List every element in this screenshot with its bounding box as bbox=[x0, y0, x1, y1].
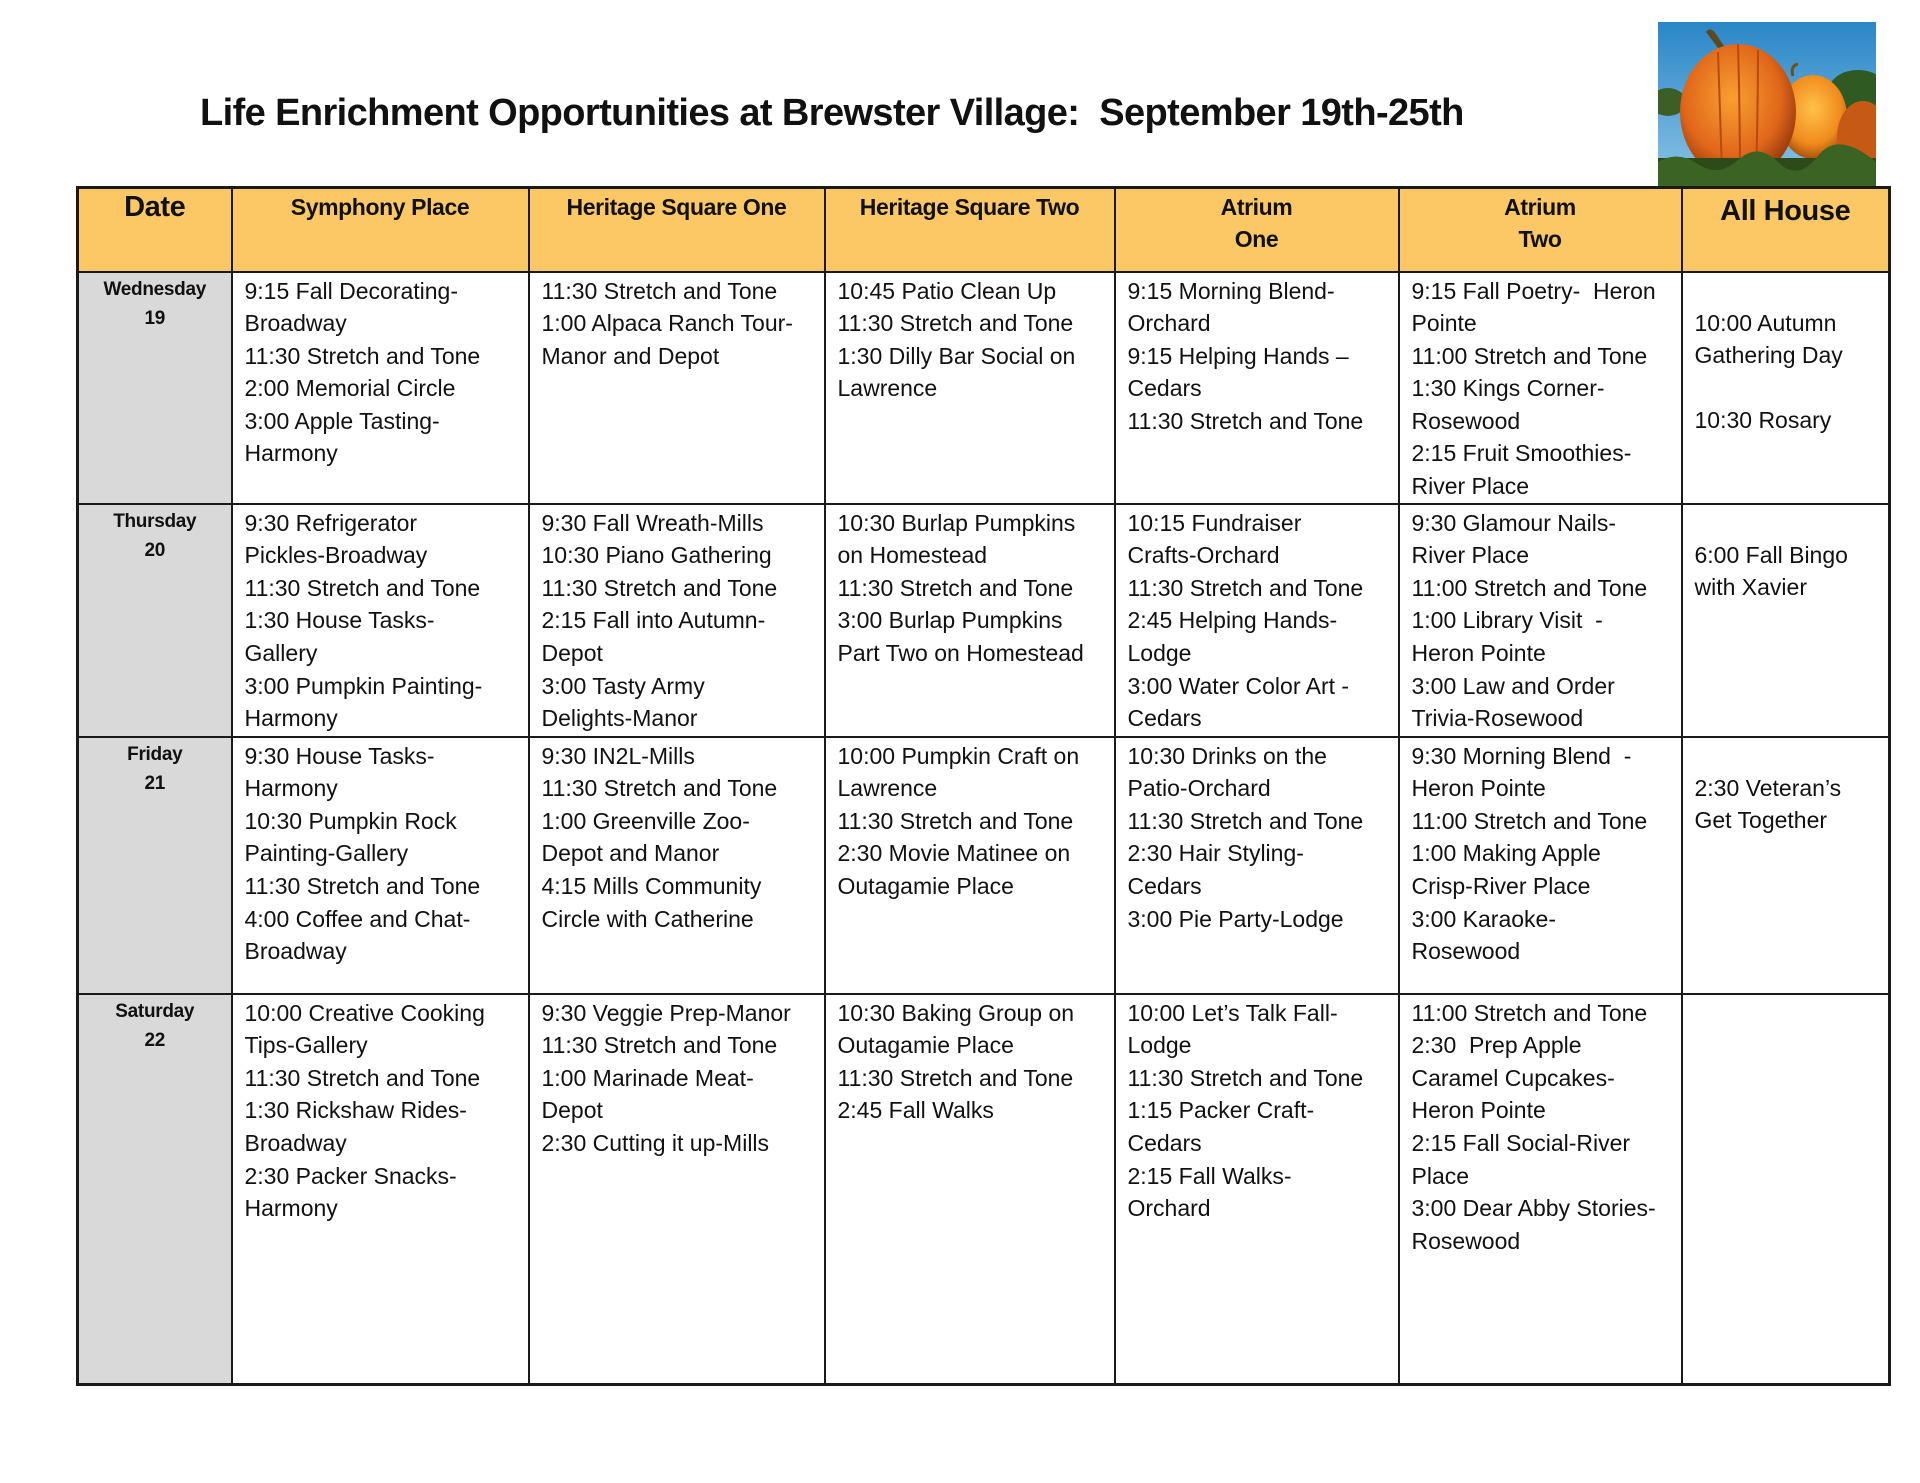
activity-line: on Homestead bbox=[837, 542, 988, 569]
activity-line: 1:30 House Tasks- bbox=[244, 607, 435, 634]
activity-line: 6:00 Fall Bingo bbox=[1694, 541, 1848, 568]
activity-line: Pointe bbox=[1411, 310, 1477, 337]
activity-line: Rosewood bbox=[1411, 407, 1521, 434]
activity-line: Heron Pointe bbox=[1411, 1097, 1546, 1124]
activity-line: 2:45 Helping Hands- bbox=[1127, 607, 1338, 634]
day-name: Wednesday bbox=[103, 278, 207, 300]
activity-line: 10:30 Burlap Pumpkins bbox=[837, 509, 1076, 536]
activity-line: 11:30 Stretch and Tone bbox=[541, 574, 778, 601]
table-row bbox=[78, 272, 1890, 504]
activity-line: Manor and Depot bbox=[541, 342, 720, 369]
activity-line: Caramel Cupcakes- bbox=[1411, 1064, 1615, 1091]
schedule-body bbox=[78, 272, 1890, 1385]
activity-line: 9:30 Veggie Prep-Manor bbox=[541, 999, 791, 1026]
activity-line: with Xavier bbox=[1694, 574, 1807, 601]
activity-line: Outagamie Place bbox=[837, 1032, 1014, 1059]
activity-line: Harmony bbox=[244, 1195, 338, 1222]
symphony-place-cell bbox=[232, 272, 529, 504]
column-header-atrium-two bbox=[1399, 188, 1682, 272]
activity-line: Pickles-Broadway bbox=[244, 542, 428, 569]
activity-line: 1:30 Dilly Bar Social on bbox=[837, 342, 1076, 369]
activity-line: Harmony bbox=[244, 440, 338, 467]
activity-line: Depot and Manor bbox=[541, 840, 720, 867]
heritage-square-one-cell bbox=[529, 272, 825, 504]
activity-line: Trivia-Rosewood bbox=[1411, 705, 1584, 732]
activity-line: 9:30 IN2L-Mills bbox=[541, 742, 695, 769]
activity-line: Circle with Catherine bbox=[541, 905, 754, 932]
activity-line: 9:15 Fall Decorating- bbox=[244, 277, 458, 304]
activity-line: Broadway bbox=[244, 1130, 347, 1157]
activity-line: 2:30 Veteran’s bbox=[1694, 774, 1842, 801]
activity-line: 3:00 Law and Order bbox=[1411, 672, 1615, 699]
atrium-one-cell bbox=[1115, 737, 1399, 994]
day-name: Friday bbox=[127, 743, 183, 765]
activity-line: 4:15 Mills Community bbox=[541, 873, 762, 900]
all-house-cell bbox=[1682, 737, 1890, 994]
activity-line: Painting-Gallery bbox=[244, 840, 409, 867]
atrium-one-cell bbox=[1115, 272, 1399, 504]
activity-line: 3:00 Burlap Pumpkins bbox=[837, 607, 1063, 634]
activity-line: Cedars bbox=[1127, 705, 1202, 732]
atrium-two-cell bbox=[1399, 504, 1682, 737]
day-number: 20 bbox=[144, 539, 166, 561]
activity-line: Heron Pointe bbox=[1411, 640, 1546, 667]
activity-line: 4:00 Coffee and Chat- bbox=[244, 905, 471, 932]
atrium-two-cell bbox=[1399, 994, 1682, 1385]
day-name: Thursday bbox=[113, 510, 197, 532]
activity-line: 3:00 Water Color Art - bbox=[1127, 672, 1350, 699]
activity-line: 11:30 Stretch and Tone bbox=[244, 1064, 481, 1091]
activity-line: Gallery bbox=[244, 640, 318, 667]
activity-line: Orchard bbox=[1127, 1195, 1211, 1222]
activity-line: 11:00 Stretch and Tone bbox=[1411, 342, 1648, 369]
activity-line: 1:15 Packer Craft- bbox=[1127, 1097, 1315, 1124]
activity-line: Rosewood bbox=[1411, 1227, 1521, 1254]
activity-line: Tips-Gallery bbox=[244, 1032, 368, 1059]
activity-line: 10:00 Creative Cooking bbox=[244, 999, 485, 1026]
activity-line: 10:00 Autumn bbox=[1694, 309, 1837, 336]
pumpkin-photo-icon bbox=[1658, 22, 1876, 186]
activity-line: Harmony bbox=[244, 705, 338, 732]
activity-line: 2:30 Cutting it up-Mills bbox=[541, 1130, 770, 1157]
activity-line: 9:15 Helping Hands – bbox=[1127, 342, 1349, 369]
activity-line: 2:30 Packer Snacks- bbox=[244, 1162, 457, 1189]
activity-line: 10:30 Rosary bbox=[1694, 407, 1832, 434]
activity-line: 10:30 Baking Group on bbox=[837, 999, 1075, 1026]
table-row bbox=[78, 737, 1890, 994]
activity-line: 11:30 Stretch and Tone bbox=[837, 1064, 1074, 1091]
activity-line: 3:00 Tasty Army bbox=[541, 672, 705, 699]
activity-line: 2:00 Memorial Circle bbox=[244, 375, 456, 402]
atrium-two-line1: Atrium bbox=[1504, 194, 1576, 220]
heritage-square-two-cell bbox=[825, 272, 1115, 504]
activity-line: 2:15 Fruit Smoothies- bbox=[1411, 440, 1632, 467]
activity-line: 10:30 Drinks on the bbox=[1127, 742, 1327, 769]
activity-line: Get Together bbox=[1694, 807, 1828, 834]
symphony-place-cell bbox=[232, 994, 529, 1385]
activity-line: 10:30 Pumpkin Rock bbox=[244, 807, 457, 834]
all-house-cell bbox=[1682, 994, 1890, 1385]
symphony-place-cell bbox=[232, 737, 529, 994]
activity-line: 1:00 Library Visit - bbox=[1411, 607, 1603, 634]
activity-line: Lawrence bbox=[837, 375, 938, 402]
activity-line: 9:30 Fall Wreath-Mills bbox=[541, 509, 764, 536]
day-cell bbox=[78, 994, 232, 1385]
activity-line: 3:00 Apple Tasting- bbox=[244, 407, 440, 434]
activity-line: 3:00 Karaoke- bbox=[1411, 905, 1556, 932]
atrium-two-cell bbox=[1399, 272, 1682, 504]
atrium-two-cell bbox=[1399, 737, 1682, 994]
activity-line: 2:30 Hair Styling- bbox=[1127, 840, 1304, 867]
activity-line: Broadway bbox=[244, 310, 347, 337]
activity-line: 3:00 Dear Abby Stories- bbox=[1411, 1195, 1656, 1222]
activity-line: 9:15 Fall Poetry- Heron bbox=[1411, 277, 1656, 304]
all-house-cell bbox=[1682, 272, 1890, 504]
day-name: Saturday bbox=[115, 1000, 195, 1022]
activity-line: Lodge bbox=[1127, 640, 1192, 667]
activity-line: Depot bbox=[541, 640, 603, 667]
activity-line: 1:30 Rickshaw Rides- bbox=[244, 1097, 467, 1124]
activity-line: 11:00 Stretch and Tone bbox=[1411, 807, 1648, 834]
activity-line: 2:15 Fall Walks- bbox=[1127, 1162, 1292, 1189]
activity-line: 11:30 Stretch and Tone bbox=[1127, 407, 1364, 434]
activity-line: 2:15 Fall Social-River bbox=[1411, 1130, 1631, 1157]
activity-line: River Place bbox=[1411, 473, 1530, 500]
activity-line: 10:15 Fundraiser bbox=[1127, 509, 1302, 536]
activity-line: 11:30 Stretch and Tone bbox=[837, 310, 1074, 337]
activity-line: 2:30 Movie Matinee on bbox=[837, 840, 1071, 867]
day-cell bbox=[78, 737, 232, 994]
column-header-symphony-place: Symphony Place bbox=[232, 188, 529, 272]
column-header-all-house: All House bbox=[1682, 188, 1890, 272]
activity-line: 10:00 Let’s Talk Fall- bbox=[1127, 999, 1338, 1026]
activity-line: 11:30 Stretch and Tone bbox=[244, 574, 481, 601]
activity-line: Rosewood bbox=[1411, 938, 1521, 965]
heritage-square-one-cell bbox=[529, 994, 825, 1385]
activity-line: Lawrence bbox=[837, 775, 938, 802]
activity-line: 11:30 Stretch and Tone bbox=[1127, 574, 1364, 601]
table-row bbox=[78, 504, 1890, 737]
activity-line: 1:00 Marinade Meat- bbox=[541, 1064, 754, 1091]
activity-line: 11:30 Stretch and Tone bbox=[244, 342, 481, 369]
day-number: 21 bbox=[144, 772, 166, 794]
spacer bbox=[1695, 372, 1881, 405]
activity-line: Cedars bbox=[1127, 873, 1202, 900]
atrium-one-cell bbox=[1115, 504, 1399, 737]
activity-line: 11:30 Stretch and Tone bbox=[541, 1032, 778, 1059]
activity-line: 11:30 Stretch and Tone bbox=[244, 873, 481, 900]
activity-line: Place bbox=[1411, 1162, 1470, 1189]
activity-line: 2:30 Prep Apple bbox=[1411, 1032, 1582, 1059]
activity-line: 3:00 Pumpkin Painting- bbox=[244, 672, 483, 699]
activity-line: Cedars bbox=[1127, 375, 1202, 402]
activity-line: 11:00 Stretch and Tone bbox=[1411, 999, 1648, 1026]
activity-line: 11:30 Stretch and Tone bbox=[837, 807, 1074, 834]
day-number: 19 bbox=[144, 307, 166, 329]
column-header-atrium-one bbox=[1115, 188, 1399, 272]
table-row bbox=[78, 994, 1890, 1385]
activity-line: 11:30 Stretch and Tone bbox=[541, 775, 778, 802]
page-title: Life Enrichment Opportunities at Brewster Village: September 19th-25th bbox=[200, 92, 1464, 134]
column-header-heritage-square-one: Heritage Square One bbox=[529, 188, 825, 272]
activity-line: 11:30 Stretch and Tone bbox=[837, 574, 1074, 601]
day-cell bbox=[78, 272, 232, 504]
activity-line: 9:30 Glamour Nails- bbox=[1411, 509, 1617, 536]
activity-line: 10:30 Piano Gathering bbox=[541, 542, 772, 569]
activity-line: 10:00 Pumpkin Craft on bbox=[837, 742, 1080, 769]
activity-line: 11:00 Stretch and Tone bbox=[1411, 574, 1648, 601]
atrium-one-cell bbox=[1115, 994, 1399, 1385]
schedule-table bbox=[76, 186, 1891, 1386]
column-header-date: Date bbox=[78, 188, 232, 272]
activity-line: Gathering Day bbox=[1694, 342, 1843, 369]
activity-line: Harmony bbox=[244, 775, 338, 802]
activity-line: 1:00 Greenville Zoo- bbox=[541, 807, 750, 834]
activity-line: Crafts-Orchard bbox=[1127, 542, 1280, 569]
activity-line: 9:30 Morning Blend - bbox=[1411, 742, 1632, 769]
activity-line: Outagamie Place bbox=[837, 873, 1014, 900]
all-house-cell bbox=[1682, 504, 1890, 737]
activity-line: 3:00 Pie Party-Lodge bbox=[1127, 905, 1344, 932]
activity-line: Orchard bbox=[1127, 310, 1211, 337]
activity-line: 10:45 Patio Clean Up bbox=[837, 277, 1057, 304]
activity-line: Heron Pointe bbox=[1411, 775, 1546, 802]
heritage-square-one-cell bbox=[529, 737, 825, 994]
header-row bbox=[78, 188, 1890, 272]
activity-line: Delights-Manor bbox=[541, 705, 698, 732]
activity-line: Crisp-River Place bbox=[1411, 873, 1591, 900]
activity-line: Broadway bbox=[244, 938, 347, 965]
heritage-square-two-cell bbox=[825, 504, 1115, 737]
activity-line: Patio-Orchard bbox=[1127, 775, 1271, 802]
activity-line: Part Two on Homestead bbox=[837, 640, 1084, 667]
atrium-two-line2: Two bbox=[1518, 226, 1562, 252]
heritage-square-two-cell bbox=[825, 737, 1115, 994]
activity-line: 1:30 Kings Corner- bbox=[1411, 375, 1605, 402]
activity-line: 9:30 Refrigerator bbox=[244, 509, 418, 536]
activity-line: 9:15 Morning Blend- bbox=[1127, 277, 1335, 304]
activity-line: Lodge bbox=[1127, 1032, 1192, 1059]
column-header-heritage-square-two: Heritage Square Two bbox=[825, 188, 1115, 272]
day-cell bbox=[78, 504, 232, 737]
symphony-place-cell bbox=[232, 504, 529, 737]
activity-line: Depot bbox=[541, 1097, 603, 1124]
heritage-square-two-cell bbox=[825, 994, 1115, 1385]
activity-line: Cedars bbox=[1127, 1130, 1202, 1157]
activity-line: River Place bbox=[1411, 542, 1530, 569]
day-number: 22 bbox=[144, 1029, 166, 1051]
heritage-square-one-cell bbox=[529, 504, 825, 737]
activity-line: 11:30 Stretch and Tone bbox=[1127, 1064, 1364, 1091]
activity-line: 2:45 Fall Walks bbox=[837, 1097, 994, 1124]
activity-line: 2:15 Fall into Autumn- bbox=[541, 607, 766, 634]
atrium-one-line1: Atrium bbox=[1220, 194, 1293, 220]
activity-line: 11:30 Stretch and Tone bbox=[541, 277, 778, 304]
activity-line: 9:30 House Tasks- bbox=[244, 742, 435, 769]
activity-line: 1:00 Making Apple bbox=[1411, 840, 1601, 867]
activity-line: 11:30 Stretch and Tone bbox=[1127, 807, 1364, 834]
atrium-one-line2: One bbox=[1234, 226, 1279, 252]
activity-line: 1:00 Alpaca Ranch Tour- bbox=[541, 310, 793, 337]
